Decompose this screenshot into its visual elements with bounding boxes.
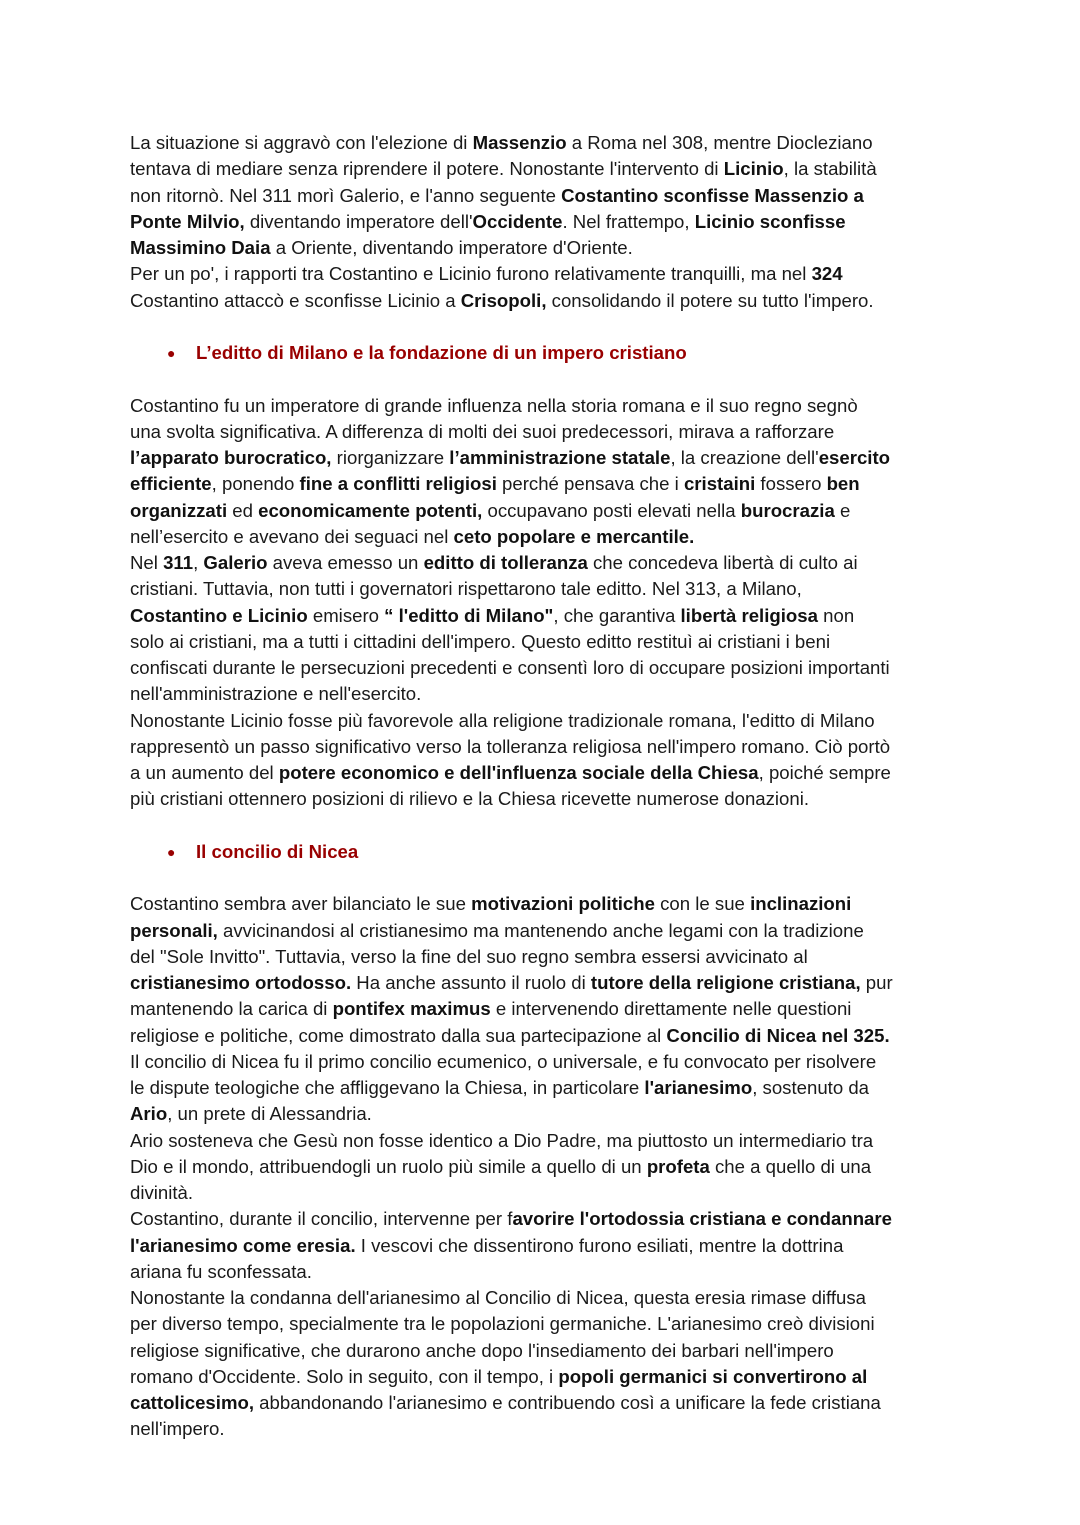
bold-text: Licinio sconfisse — [694, 210, 846, 232]
bold-text: esercito — [818, 447, 891, 468]
text-line — [130, 760, 893, 786]
paragraph-spacer — [130, 865, 893, 891]
text: Costantino fu un imperatore di grande influenza nella storia romana e il suo regno segnò — [130, 394, 858, 416]
text-line — [130, 393, 893, 419]
bold-text: l'arianesimo come eresia. — [130, 1234, 356, 1256]
text-line — [130, 1311, 893, 1337]
text: , sostenuto da — [752, 1077, 870, 1098]
bold-text: l’apparato burocratico, — [130, 447, 332, 468]
text-line — [130, 288, 893, 314]
text: e intervenendo direttamente nelle questioni — [490, 998, 852, 1020]
text: ariana fu sconfessata. — [130, 1260, 312, 1282]
text: che a quello di una — [709, 1155, 872, 1177]
text: del "Sole Invitto". Tuttavia, verso la fine del suo regno sembra essersi avvicinato al — [130, 945, 808, 967]
text: una svolta significativa. A differenza di molti dei suoi predecessori, mirava a rafforzare — [130, 420, 835, 442]
text: Il concilio di Nicea fu il primo concilio ecumenico, o universale, e fu convocato per risolvere — [130, 1050, 877, 1072]
section-heading — [0, 340, 893, 366]
text: occupavano posti elevati nella — [482, 499, 741, 521]
text: a un aumento del — [130, 762, 279, 783]
text: fossero — [755, 473, 827, 495]
bold-text: l'arianesimo — [644, 1077, 753, 1098]
bold-text: popoli germanici si convertirono al — [558, 1365, 868, 1387]
text: aveva emesso un — [267, 552, 424, 573]
text-line — [130, 629, 893, 655]
text-line — [130, 891, 893, 917]
text: I vescovi che dissentirono furono esiliati, mentre la dottrina — [355, 1234, 844, 1256]
text: Ario sosteneva che Gesù non fosse identico a Dio Padre, ma piuttosto un intermediario tra — [130, 1129, 874, 1151]
bold-text: pontifex maximus — [332, 998, 491, 1020]
bold-text: Ario — [130, 1103, 168, 1125]
text-line — [130, 235, 893, 261]
text-line — [130, 1154, 893, 1180]
text: mantenendo la carica di — [130, 998, 333, 1020]
text-line — [130, 445, 893, 471]
bold-text: motivazioni politiche — [471, 893, 655, 915]
text-line — [130, 1233, 893, 1259]
text-line — [130, 1128, 893, 1154]
text-line — [130, 1390, 893, 1416]
bold-text: 311 — [163, 552, 194, 573]
text-line — [130, 944, 893, 970]
text: a Oriente, diventando imperatore d'Oriente. — [270, 237, 633, 258]
bold-text: inclinazioni — [750, 893, 852, 915]
text: solo ai cristiani, ma a tutti i cittadini dell'impero. Questo editto restituì ai cristiani i beni — [130, 630, 831, 652]
text-line — [130, 261, 893, 287]
text: pur — [860, 972, 893, 993]
bold-text: Galerio — [203, 552, 268, 573]
text: più cristiani ottennero posizioni di rilievo e la Chiesa ricevette numerose donazioni. — [130, 788, 810, 810]
text: Costantino sembra aver bilanciato le sue — [130, 893, 472, 915]
text: , la stabilità — [783, 158, 877, 180]
text: che concedeva libertà di culto ai — [587, 552, 858, 573]
bold-text: cattolicesimo, — [130, 1392, 255, 1413]
paragraph-spacer — [130, 314, 893, 340]
section-heading-text: L’editto di Milano e la fondazione di un impero cristiano — [196, 342, 687, 363]
text-line — [130, 471, 893, 497]
text: religiose e politiche, come dimostrato dalla sua partecipazione al — [130, 1024, 667, 1046]
text: romano d'Occidente. Solo in seguito, con il tempo, i — [130, 1365, 559, 1387]
text: rappresentò un passo significativo verso la tolleranza religiosa nell'impero romano. Ciò portò — [130, 735, 891, 757]
text: diventando imperatore dell' — [244, 210, 473, 232]
text: e — [834, 499, 851, 521]
bold-text: Licinio — [723, 158, 784, 180]
bold-text: editto di tolleranza — [423, 552, 588, 573]
bold-text: organizzati — [130, 499, 228, 521]
text: tentava di mediare senza riprendere il potere. Nonostante l'intervento di — [130, 158, 724, 180]
bold-text: Massimino Daia — [130, 237, 271, 258]
bold-text: ben — [826, 473, 860, 495]
text-line — [130, 1338, 893, 1364]
bold-text: Ponte Milvio, — [130, 210, 245, 232]
text-line — [130, 419, 893, 445]
bold-text: cristianesimo ortodosso. — [130, 972, 352, 993]
paragraph-spacer — [130, 813, 893, 839]
text: avvicinandosi al cristianesimo ma mantenendo anche legami con la tradizione — [217, 919, 864, 941]
text: Nonostante Licinio fosse più favorevole alla religione tradizionale romana, l'editto di Milano — [130, 709, 875, 731]
text-line — [130, 996, 893, 1022]
text: non — [817, 604, 855, 626]
bold-text: economicamente potenti, — [258, 499, 483, 521]
text: Per un po', i rapporti tra Costantino e Licinio furono relativamente tranquilli, ma nel — [130, 263, 812, 285]
bold-text: potere economico e dell'influenza sociale della Chiesa — [278, 762, 759, 783]
text-line — [130, 524, 893, 550]
text-line — [130, 918, 893, 944]
bold-text: avorire l'ortodossia cristiana e condannare — [512, 1208, 892, 1230]
text: Dio e il mondo, attribuendogli un ruolo più simile a quello di un — [130, 1155, 647, 1177]
text: ed — [227, 499, 259, 521]
bold-text: profeta — [646, 1155, 710, 1177]
text: emisero — [307, 604, 385, 626]
text-line — [130, 786, 893, 812]
text: consolidando il potere su tutto l'impero. — [546, 289, 874, 311]
text: riorganizzare — [331, 447, 450, 468]
bold-text: personali, — [130, 919, 218, 941]
text: Nonostante la condanna dell'arianesimo al Concilio di Nicea, questa eresia rimase diffusa — [130, 1287, 867, 1308]
text-line — [130, 1075, 893, 1101]
bold-text: 324 — [811, 263, 843, 285]
section-heading-text: Il concilio di Nicea — [196, 840, 359, 862]
text-line — [130, 970, 893, 996]
text-line — [130, 734, 893, 760]
bold-text: ceto popolare e mercantile. — [453, 525, 695, 547]
text: a Roma nel 308, mentre Diocleziano — [566, 132, 873, 153]
text-line — [130, 1101, 893, 1127]
text: , ponendo — [211, 473, 300, 495]
section-heading — [0, 839, 893, 865]
text: Nel — [130, 552, 164, 573]
text: nell’esercito e avevano dei seguaci nel — [130, 525, 454, 547]
text: , che garantiva — [553, 604, 681, 626]
text-line — [130, 550, 893, 576]
bold-text: Occidente — [472, 210, 563, 232]
text-line — [130, 209, 893, 235]
text: , la creazione dell' — [670, 447, 819, 468]
text: divinità. — [130, 1182, 194, 1203]
document-body — [130, 130, 893, 1443]
bold-text: burocrazia — [740, 499, 835, 521]
bold-text: Costantino sconfisse Massenzio a — [561, 184, 864, 206]
text-line — [130, 1416, 893, 1442]
text-line — [130, 1364, 893, 1390]
text-line — [130, 1180, 893, 1206]
bold-text: l’amministrazione statale — [449, 447, 671, 468]
paragraph — [130, 130, 893, 314]
text: La situazione si aggravò con l'elezione di — [130, 132, 473, 153]
text: nell'amministrazione e nell'esercito. — [130, 683, 422, 705]
text-line — [130, 183, 893, 209]
text: con le sue — [654, 893, 751, 915]
bold-text: efficiente — [130, 473, 212, 495]
text-line — [130, 1206, 893, 1232]
text: , — [193, 552, 204, 573]
bold-text: tutore della religione cristiana, — [590, 972, 861, 993]
text: per diverso tempo, specialmente tra le popolazioni germaniche. L'arianesimo creò divisioni — [130, 1313, 875, 1335]
text-line — [130, 655, 893, 681]
bold-text: Concilio di Nicea nel 325. — [666, 1024, 890, 1046]
text-line — [130, 576, 893, 602]
text: cristiani. Tuttavia, non tutti i governatori rispettarono tale editto. Nel 313, a Milano, — [130, 578, 802, 600]
bold-text: Costantino e Licinio — [130, 604, 308, 626]
bold-text: Massenzio — [472, 132, 567, 153]
text: religiose significative, che durarono anche dopo l'insediamento dei barbari nell'impero — [130, 1339, 834, 1361]
paragraph-spacer — [130, 366, 893, 392]
text: , un prete di Alessandria. — [167, 1103, 372, 1125]
bold-text: libertà religiosa — [680, 604, 818, 626]
text: Costantino attaccò e sconfisse Licinio a — [130, 289, 461, 311]
text: , poiché sempre — [758, 762, 891, 783]
text-line — [130, 1285, 893, 1311]
text-line — [130, 603, 893, 629]
text: confiscati durante le persecuzioni precedenti e consentì loro di occupare posizioni importanti — [130, 657, 890, 678]
text-line — [130, 681, 893, 707]
bold-text: Crisopoli, — [460, 289, 547, 311]
bold-text: “ l'editto di Milano" — [384, 604, 554, 626]
text: le dispute teologiche che affliggevano la Chiesa, in particolare — [130, 1077, 645, 1098]
text-line — [130, 708, 893, 734]
text-line — [130, 1049, 893, 1075]
text-line — [130, 498, 893, 524]
bullet-icon: ● — [167, 843, 176, 860]
text-line — [130, 156, 893, 182]
text: perché pensava che i — [496, 473, 684, 495]
text: non ritornò. Nel 311 morì Galerio, e l'anno seguente — [130, 184, 562, 206]
bold-text: cristaini — [683, 473, 756, 495]
text: Costantino, durante il concilio, intervenne per f — [130, 1208, 513, 1230]
bold-text: fine a conflitti religiosi — [299, 473, 497, 495]
text-line — [130, 130, 893, 156]
text-line — [130, 1023, 893, 1049]
paragraph — [130, 393, 893, 813]
text-line — [130, 1259, 893, 1285]
text: . Nel frattempo, — [562, 210, 695, 232]
paragraph — [130, 891, 893, 1442]
text: Ha anche assunto il ruolo di — [351, 972, 591, 993]
text: nell'impero. — [130, 1418, 225, 1440]
text: abbandonando l'arianesimo e contribuendo così a unificare la fede cristiana — [254, 1392, 881, 1413]
bullet-icon: ● — [167, 345, 176, 361]
